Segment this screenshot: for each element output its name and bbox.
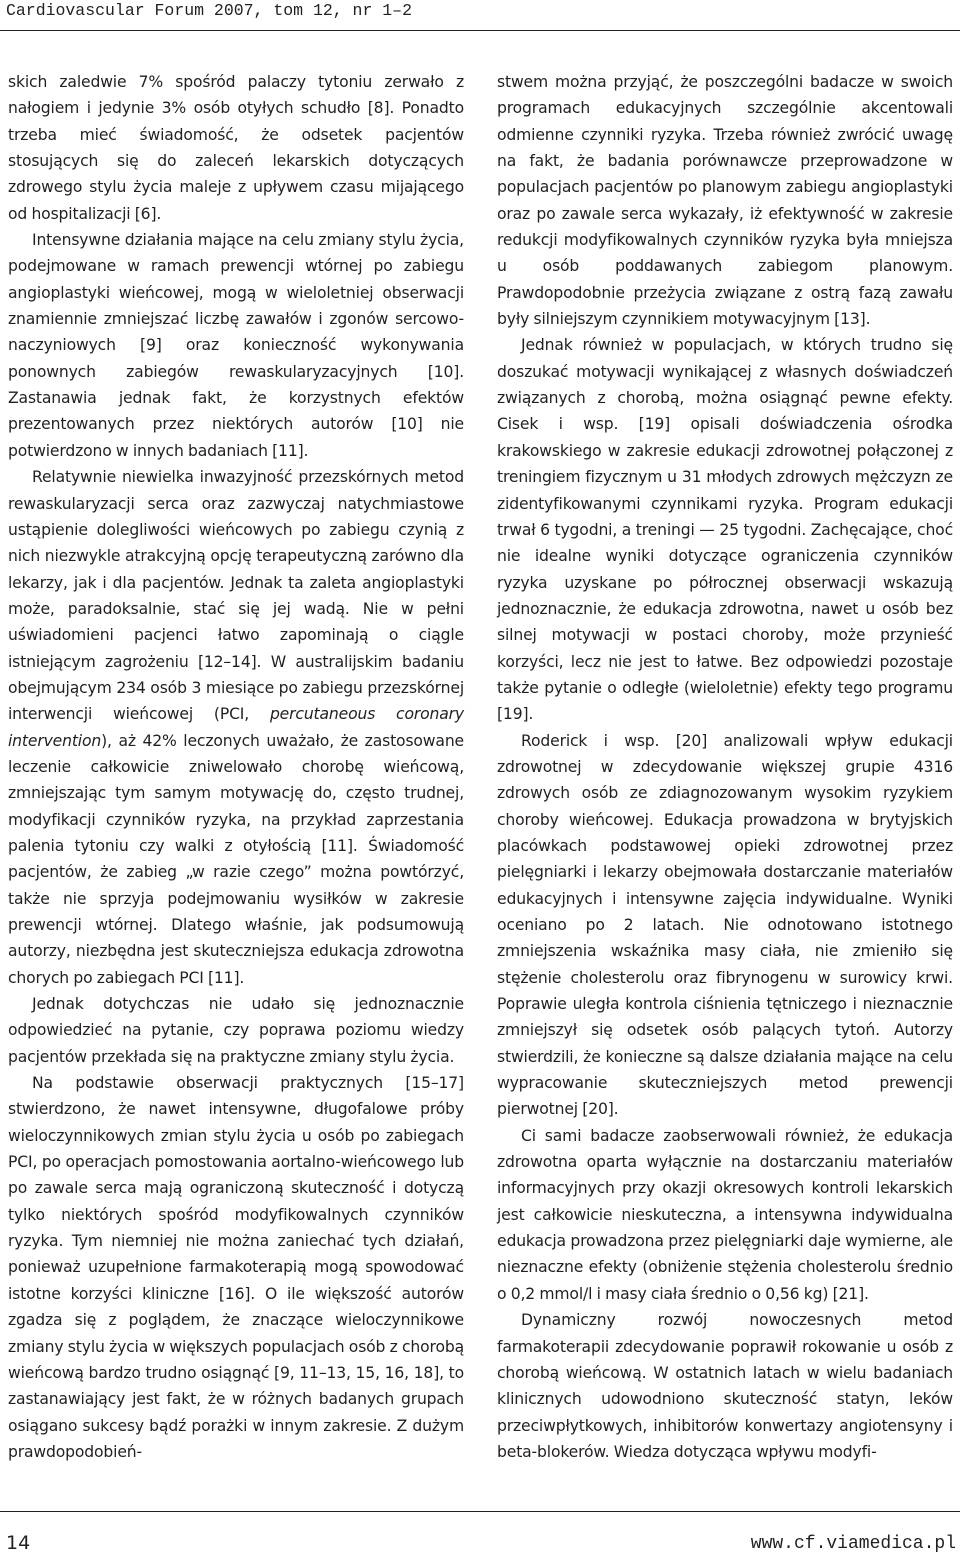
right-paragraph-1: stwem można przyjąć, że poszczególni badacze w swoich programach edukacyjnych szczególnie akcentowali odmienne czynniki ryzyka. Trzeba również zwrócić uwagę na fakt, że badania porównawcze przeprowadzone w populacjach pacjentów po planowym zabiegu angioplastyki oraz po zawale serca wykazały, iż efektywność w zakresie redukcji modyfikowalnych czynników ryzyka była mniejsza u osób poddawanych zabiegom planowym. Prawdopodobnie przeżycia związane z ostrą fazą zawału były silniejszym czynnikiem motywacyjnym [13].: [497, 73, 953, 329]
right-paragraph-5: Dynamiczny rozwój nowoczesnych metod farmakoterapii zdecydowanie poprawił rokowanie u osób z chorobą wieńcową. W ostatnich latach w wielu badaniach klinicznych udowodniono skuteczność statyn, leków przeciwpłytkowych, inhibitorów konwertazy angiotensyny i beta-blokerów. Wiedza dotycząca wpływu modyfi-: [497, 1311, 953, 1461]
right-column: [497, 69, 953, 1465]
left-paragraph-3-text-b: ), aż 42% leczonych uważało, że zastosowane leczenie całkowicie zniwelowało chorobę wieńcową, zmniejszając tym samym motywację do, często trudnej, modyfikacji czynników ryzyka, na przykład zaprzestania palenia tytoniu czy walki z otyłością [11]. Świadomość pacjentów, że zabieg „w razie czego” można powtórzyć, także nie sprzyja podejmowaniu wysiłków w zakresie prewencji wtórnej. Dlatego właśnie, jak podsumowują autorzy, niezbędna jest skuteczniejsza edukacja zdrowotna chorych po zabiegach PCI [11].: [8, 731, 464, 987]
left-paragraph-4: Jednak dotychczas nie udało się jednoznacznie odpowiedzieć na pytanie, czy poprawa poziomu wiedzy pacjentów przekłada się na praktyczne zmiany stylu życia.: [8, 995, 464, 1066]
left-paragraph-3: [8, 464, 464, 991]
page-number: 14: [6, 1532, 31, 1554]
right-paragraph-4: Ci sami badacze zaobserwowali również, że edukacja zdrowotna oparta wyłącznie na dostarczaniu materiałów informacyjnych przy okazji okresowych kontroli lekarskich jest całkowicie nieskuteczna, a intensywna indywidualna edukacja prowadzona przez pielęgniarki daje wymierne, ale nieznaczne efekty (obniżenie stężenia cholesterolu średnio o 0,2 mmol/l i masy ciała średnio o 0,56 kg) [21].: [497, 1126, 953, 1303]
header-divider: [0, 30, 960, 31]
left-column: [8, 69, 464, 1465]
left-paragraph-3-text-a: Relatywnie niewielka inwazyjność przezskórnych metod rewaskularyzacji serca oraz zazwyczaj natychmiastowe ustąpienie dolegliwości wieńcowych po zabiegu czynią z nich niezwykle atrakcyjną opcję terapeutyczną zarówno dla lekarzy, jak i dla pacjentów. Jednak ta zaleta angioplastyki może, paradoksalnie, stać się jej wadą. Nie w pełni uświadomieni pacjenci łatwo zapominają o ciągle istniejącym zagrożeniu [12–14]. W australijskim badaniu obejmującym 234 osób 3 miesiące po zabiegu przezskórnej interwencji wieńcowej (PCI,: [8, 468, 464, 724]
left-paragraph-5: Na podstawie obserwacji praktycznych [15–17] stwierdzono, że nawet intensywne, długofalowe próby wieloczynnikowych zmian stylu życia u osób po zabiegach PCI, po operacjach pomostowania aortalno-wieńcowego lub po zawale serca mają ograniczoną skuteczność i dotyczą tylko niektórych spośród modyfikowalnych czynników ryzyka. Tym niemniej nie można zaniechać tych działań, ponieważ uzupełnione farmakoterapią mogą spowodować istotne korzyści kliniczne [16]. O ile większość autorów zgadza się z poglądem, że znaczące wieloczynnikowe zmiany stylu życia w większych populacjach osób z chorobą wieńcową bardzo trudno osiągnąć [9, 11–13, 15, 16, 18], to zastanawiający jest fakt, że w różnych badanych grupach osiągano sukcesy bądź porażki w innym zakresie. Z dużym prawdopodobień-: [8, 1074, 464, 1461]
journal-url: www.cf.viamedica.pl: [750, 1534, 956, 1554]
left-paragraph-1: skich zaledwie 7% spośród palaczy tytoniu zerwało z nałogiem i jedynie 3% osób otyłych schudło [8]. Ponadto trzeba mieć świadomość, że odsetek pacjentów stosujących się do zaleceń lekarskich dotyczących zdrowego stylu życia maleje z upływem czasu mijającego od hospitalizacji [6].: [8, 73, 464, 223]
footer-divider: [0, 1511, 960, 1512]
right-paragraph-3: Roderick i wsp. [20] analizowali wpływ edukacji zdrowotnej w zdecydowanie większej grupie 4316 zdrowych osób ze zdiagnozowanym wysokim ryzykiem choroby wieńcowej. Edukacja prowadzona w brytyjskich placówkach podstawowej opieki zdrowotnej przez pielęgniarki i lekarzy obejmowała dostarczanie materiałów edukacyjnych i intensywne zajęcia indywidualne. Wyniki oceniano po 2 latach. Nie odnotowano istotnego zmniejszenia wskaźnika masy ciała, nie zmieniło się stężenie cholesterolu oraz fibrynogenu w surowicy krwi. Poprawie uległa kontrola ciśnienia tętniczego i nieznacznie zmniejszył się odsetek osób palących tytoń. Autorzy stwierdzili, że konieczne są dalsze działania mające na celu wypracowanie skuteczniejszych metod prewencji pierwotnej [20].: [497, 731, 953, 1119]
running-head: Cardiovascular Forum 2007, tom 12, nr 1–2: [6, 1, 412, 20]
left-paragraph-2: Intensywne działania mające na celu zmiany stylu życia, podejmowane w ramach prewencji wtórnej po zabiegu angioplastyki wieńcowej, mogą w wieloletniej obserwacji znamiennie zmniejszać liczbę zawałów i zgonów sercowo-naczyniowych [9] oraz konieczność wykonywania ponownych zabiegów rewaskularyzacyjnych [10]. Zastanawia jednak fakt, że korzystnych efektów prezentowanych przez niektórych autorów [10] nie potwierdzono w innych badaniach [11].: [8, 231, 464, 460]
italic-term: percutaneous coronary intervention: [8, 705, 464, 750]
right-paragraph-2: Jednak również w populacjach, w których trudno się doszukać motywacji wynikającej z własnych doświadczeń związanych z chorobą, można osiągnąć pewne efekty. Cisek i wsp. [19] opisali doświadczenia ośrodka krakowskiego w zakresie edukacji zdrowotnej połączonej z treningiem fizycznym u 31 młodych zdrowych mężczyzn ze zidentyfikowanymi czynnikami ryzyka. Program edukacji trwał 6 tygodni, a treningi — 25 tygodni. Zachęcające, choć nie idealne wyniki dotyczące ograniczenia czynników ryzyka uzyskane po półrocznej obserwacji wskazują jednoznacznie, że edukacja zdrowotna, nawet u osób bez silnej motywacji w postaci choroby, może przynieść korzyści, lecz nie jest to łatwe. Bez odpowiedzi pozostaje także pytanie o odległe (wieloletnie) efekty tego programu [19].: [497, 336, 953, 724]
